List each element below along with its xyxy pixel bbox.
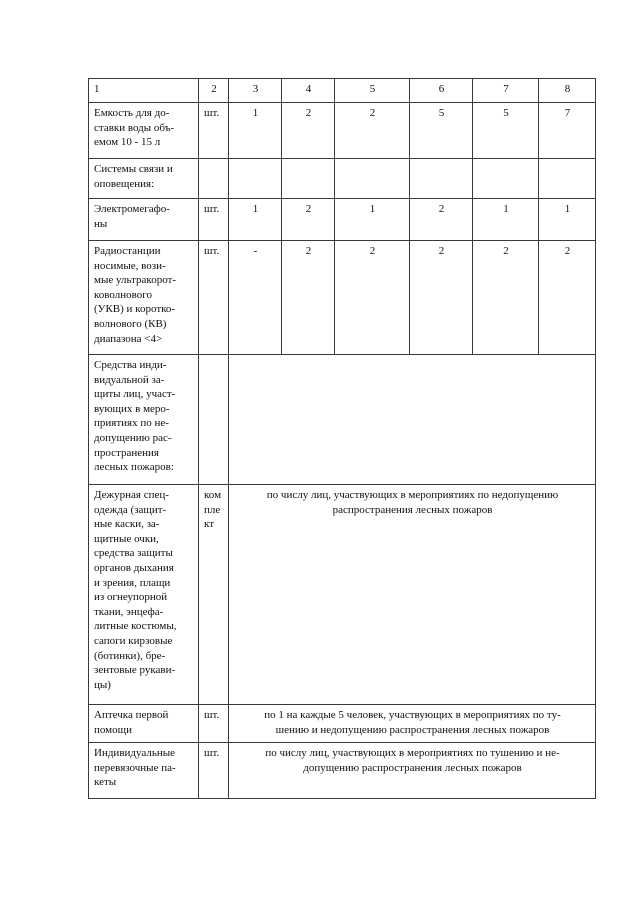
value-cell	[473, 159, 539, 199]
value-cell: 7	[539, 103, 596, 159]
value-cell: 1	[539, 199, 596, 241]
header-cell: 7	[473, 79, 539, 103]
item-name-cell	[89, 705, 199, 743]
header-cell: 8	[539, 79, 596, 103]
item-name: Индивидуальные перевязочные па- кеты	[94, 747, 176, 789]
value-cell: 2	[282, 199, 335, 241]
header-cell: 4	[282, 79, 335, 103]
value-cell	[282, 159, 335, 199]
spanned-value: по 1 на каждые 5 человек, участвующих в мероприятиях по ту- шению и недопущению распространения лесных пожаров	[264, 709, 561, 736]
value-cell: 2	[410, 241, 473, 355]
value-cell	[335, 159, 410, 199]
spanned-value: по числу лиц, участвующих в мероприятиях по тушению и не- допущению распространения лесных пожаров	[265, 747, 560, 774]
unit-cell: шт.	[199, 241, 229, 355]
item-name: Дежурная спец- одежда (защит- ные каски, за- щитные очки, средства защиты органов дыхания и зрения, плащи из огнеупорной ткани, энцефа- литные костюмы, сапоги кирзовые (ботинки), бре- зентовые рукави- цы)	[94, 489, 177, 691]
table-row	[89, 159, 596, 199]
spanned-value-cell	[229, 355, 596, 485]
value-cell	[539, 159, 596, 199]
item-name-cell	[89, 103, 199, 159]
value-cell: 1	[335, 199, 410, 241]
value-cell: 5	[473, 103, 539, 159]
item-name: Радиостанции носимые, вози- мые ультракорот- коволнового (УКВ) и коротко- волнового (КВ) диапазона <4>	[94, 245, 177, 345]
unit-cell	[199, 355, 229, 485]
value-cell: 1	[229, 103, 282, 159]
unit-label: ком пле кт	[204, 489, 222, 531]
unit-cell	[199, 485, 229, 705]
value-cell: -	[229, 241, 282, 355]
value-cell: 2	[335, 241, 410, 355]
value-cell: 5	[410, 103, 473, 159]
value-cell	[410, 159, 473, 199]
table-row	[89, 241, 596, 355]
item-name: Аптечка первой помощи	[94, 709, 169, 736]
spanned-value-cell	[229, 485, 596, 705]
value-cell: 2	[335, 103, 410, 159]
value-cell: 1	[229, 199, 282, 241]
value-cell: 2	[282, 241, 335, 355]
unit-cell	[199, 159, 229, 199]
unit-cell: шт.	[199, 103, 229, 159]
value-cell: 2	[473, 241, 539, 355]
table-row	[89, 705, 596, 743]
value-cell	[229, 159, 282, 199]
spanned-value-cell	[229, 743, 596, 799]
item-name: Электромегафо- ны	[94, 203, 170, 230]
table-row	[89, 103, 596, 159]
value-cell: 2	[539, 241, 596, 355]
unit-cell: шт.	[199, 743, 229, 799]
item-name-cell	[89, 199, 199, 241]
header-cell: 3	[229, 79, 282, 103]
table-row	[89, 743, 596, 799]
item-name-cell	[89, 241, 199, 355]
value-cell: 2	[282, 103, 335, 159]
item-name: Системы связи и оповещения:	[94, 163, 173, 190]
header-cell: 1	[89, 79, 199, 103]
item-name-cell	[89, 159, 199, 199]
unit-cell: шт.	[199, 705, 229, 743]
unit-cell: шт.	[199, 199, 229, 241]
equipment-table	[88, 78, 596, 799]
header-row	[89, 79, 596, 103]
spanned-value-cell	[229, 705, 596, 743]
table-row	[89, 355, 596, 485]
item-name-cell	[89, 485, 199, 705]
value-cell: 2	[410, 199, 473, 241]
item-name-cell	[89, 743, 199, 799]
value-cell: 1	[473, 199, 539, 241]
table-row	[89, 199, 596, 241]
table-row	[89, 485, 596, 705]
item-name-cell	[89, 355, 199, 485]
spanned-value: по числу лиц, участвующих в мероприятиях по недопущению распространения лесных пожаров	[266, 489, 559, 516]
item-name: Емкость для до- ставки воды объ- емом 10 - 15 л	[94, 107, 175, 149]
header-cell: 5	[335, 79, 410, 103]
header-cell: 6	[410, 79, 473, 103]
header-cell: 2	[199, 79, 229, 103]
item-name: Средства инди- видуальной за- щиты лиц, участ- вующих в меро- приятиях по не- допущению рас- пространения лесных пожаров:	[94, 359, 176, 474]
